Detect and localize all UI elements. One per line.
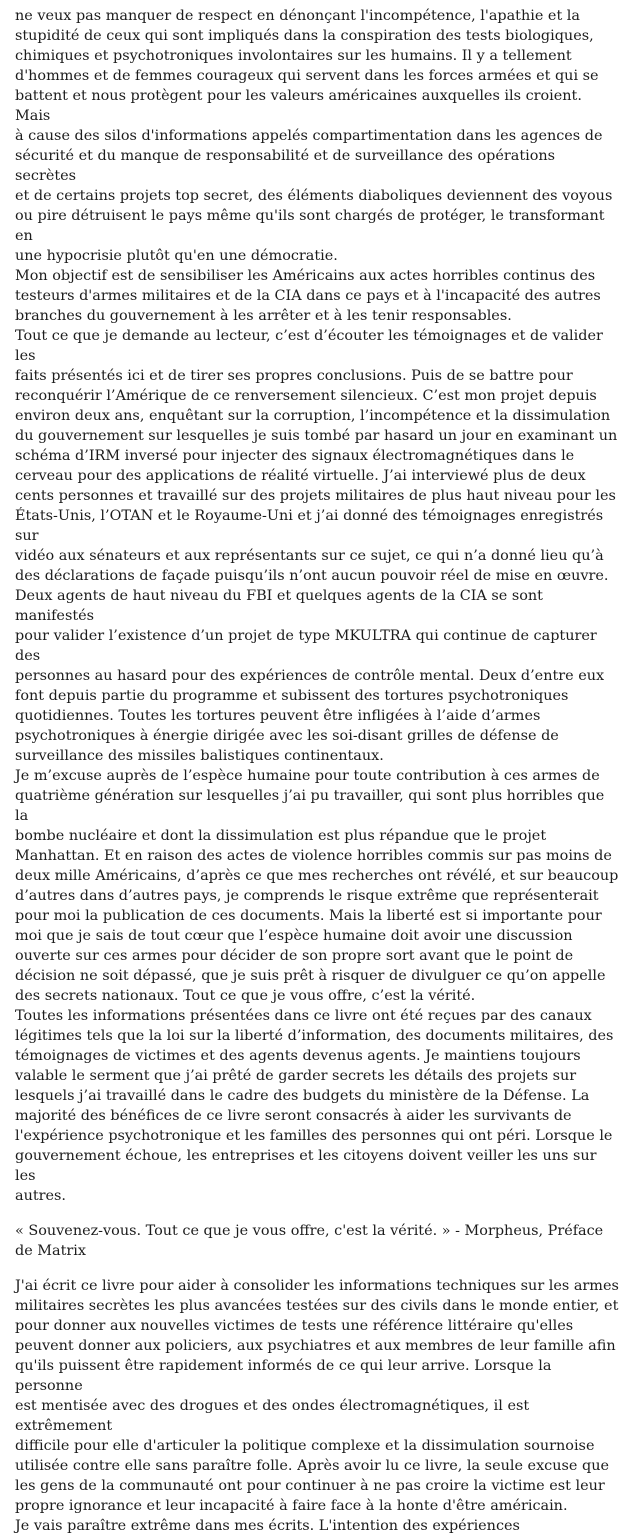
paragraph-information-sources: Toutes les informations présentées dans ce livre ont été reçues par des canaux légitimes tels que la loi sur la liberté d’information, des documents militaires, des témoignages de victimes et des agents devenus agents. Je maintiens toujours valable le serment que j’ai prêté de garder secrets les détails des projets sur lesquels j’ai travaillé dans le cadre des budgets du ministère de la Défense. La majorité des bénéfices de ce livre seront consacrés à aider les survivants de l'expérience psychotronique et les familles des personnes qui ont péri. Lorsque le gouvernement échoue, les entreprises et les citoyens doivent veiller les uns sur les autres. [15,1008,614,1204]
paragraph-gap [15,1261,620,1276]
paragraph-request-to-reader: Tout ce que je demande au lecteur, c’est d’écouter les témoignages et de valider les faits présentés ici et de tirer ses propres conclusions. Puis de se battre pour reconquérir l’Amérique de ce renversement silencieux. C’est mon projet depuis environ deux ans, enquêtant sur la corruption, l’incompétence et la dissimulation du gouvernement sur lesquelles je suis tombé par hasard un jour en examinant un schéma d’IRM inversé pour injecter des signaux électromagnétiques dans le cerveau pour des applications de réalité virtuelle. J’ai interviewé plus de deux cents personnes et travaillé sur des projets militaires de plus haut niveau pour les États-Unis, l’OTAN et le Royaume-Uni et j’ai donné des témoignages enregistrés sur vidéo aux sénateurs et aux représentants sur ce sujet, ce qui n’a donné lieu qu’à des déclarations de façade puisqu’ils n’ont aucun pouvoir réel de mise en œuvre. Deux agents de haut niveau du FBI et quelques agents de la CIA se sont manifestés pour valider l’existence d’un projet de type MKULTRA qui continue de capturer des personnes au hasard pour des expériences de contrôle mental. Deux d’entre eux font depuis partie du programme et subissent des tortures psychotroniques quotidiennes. Toutes les tortures peuvent être infligées à l’aide d’armes psychotroniques à énergie dirigée avec les soi-disant grilles de défense de surveillance des missiles balistiques continentaux. [15,328,618,764]
paragraph-purpose-of-book: J'ai écrit ce livre pour aider à consolider les informations techniques sur les armes militaires secrètes les plus avancées testées sur des civils dans le monde entier, et pour donner aux nouvelles victimes de tests une référence littéraire qu'elles peuvent donner aux policiers, aux psychiatres et aux membres de leur famille afin qu'ils puissent être rapidement informés de ce qui leur arrive. Lorsque la personne est mentisée avec des drogues et des ondes électromagnétiques, il est extrêmement difficile pour elle d'articuler la politique complexe et la dissimulation sournoise utilisée contre elle sans paraître folle. Après avoir lu ce livre, la seule excuse que les gens de la communauté ont pour continuer à ne pas croire la victime est leur propre ignorance et leur incapacité à faire face à la honte d'être américain. [15,1278,619,1514]
paragraph-gap [15,1206,620,1221]
quote-morpheus: « Souvenez-vous. Tout ce que je vous offre, c'est la vérité. » - Morpheus, Préface de Matrix [15,1223,604,1259]
paragraph-objective: Mon objectif est de sensibiliser les Américains aux actes horribles continus des testeurs d'armes militaires et de la CIA dans ce pays et à l'incapacité des autres branches du gouvernement à les arrêter et à les tenir responsables. [15,268,601,324]
paragraph-extreme-writing: Je vais paraître extrême dans mes écrits. L'intention des expériences [15,1518,520,1534]
paragraph-incompetence: ne veux pas manquer de respect en dénonçant l'incompétence, l'apathie et la stupidité de ceux qui sont impliqués dans la conspiration des tests biologiques, chimiques et psychotroniques involontaires sur les humains. Il y a tellement d'hommes et de femmes courageux qui servent dans les forces armées et qui se battent et nous protègent pour les valeurs américaines auxquelles ils croient. Mais à cause des silos d'informations appelés compartimentation dans les agences de sécurité et du manque de responsabilité et de surveillance des opérations secrètes et de certains projets top secret, des éléments diaboliques deviennent des voyous ou pire détruisent le pays même qu'ils sont chargés de protéger, le transformant en une hypocrisie plutôt qu'en une démocratie. [15,8,613,264]
paragraph-apology: Je m’excuse auprès de l’espèce humaine pour toute contribution à ces armes de quatrième génération sur lesquelles j’ai pu travailler, qui sont plus horribles que la bombe nucléaire et dont la dissimulation est plus répandue que le projet Manhattan. Et en raison des actes de violence horribles commis sur pas moins de deux mille Américains, d’après ce que mes recherches ont révélé, et sur beaucoup d’autres dans d’autres pays, je comprends le risque extrême que représenterait pour moi la publication de ces documents. Mais la liberté est si importante pour moi que je sais de tout cœur que l’espèce humaine doit avoir une discussion ouverte sur ces armes pour décider de son propre sort avant que le point de décision ne soit dépassé, que je suis prêt à risquer de divulguer ce qu’on appelle des secrets nationaux. Tout ce que je vous offre, c’est la vérité. [15,768,619,1004]
